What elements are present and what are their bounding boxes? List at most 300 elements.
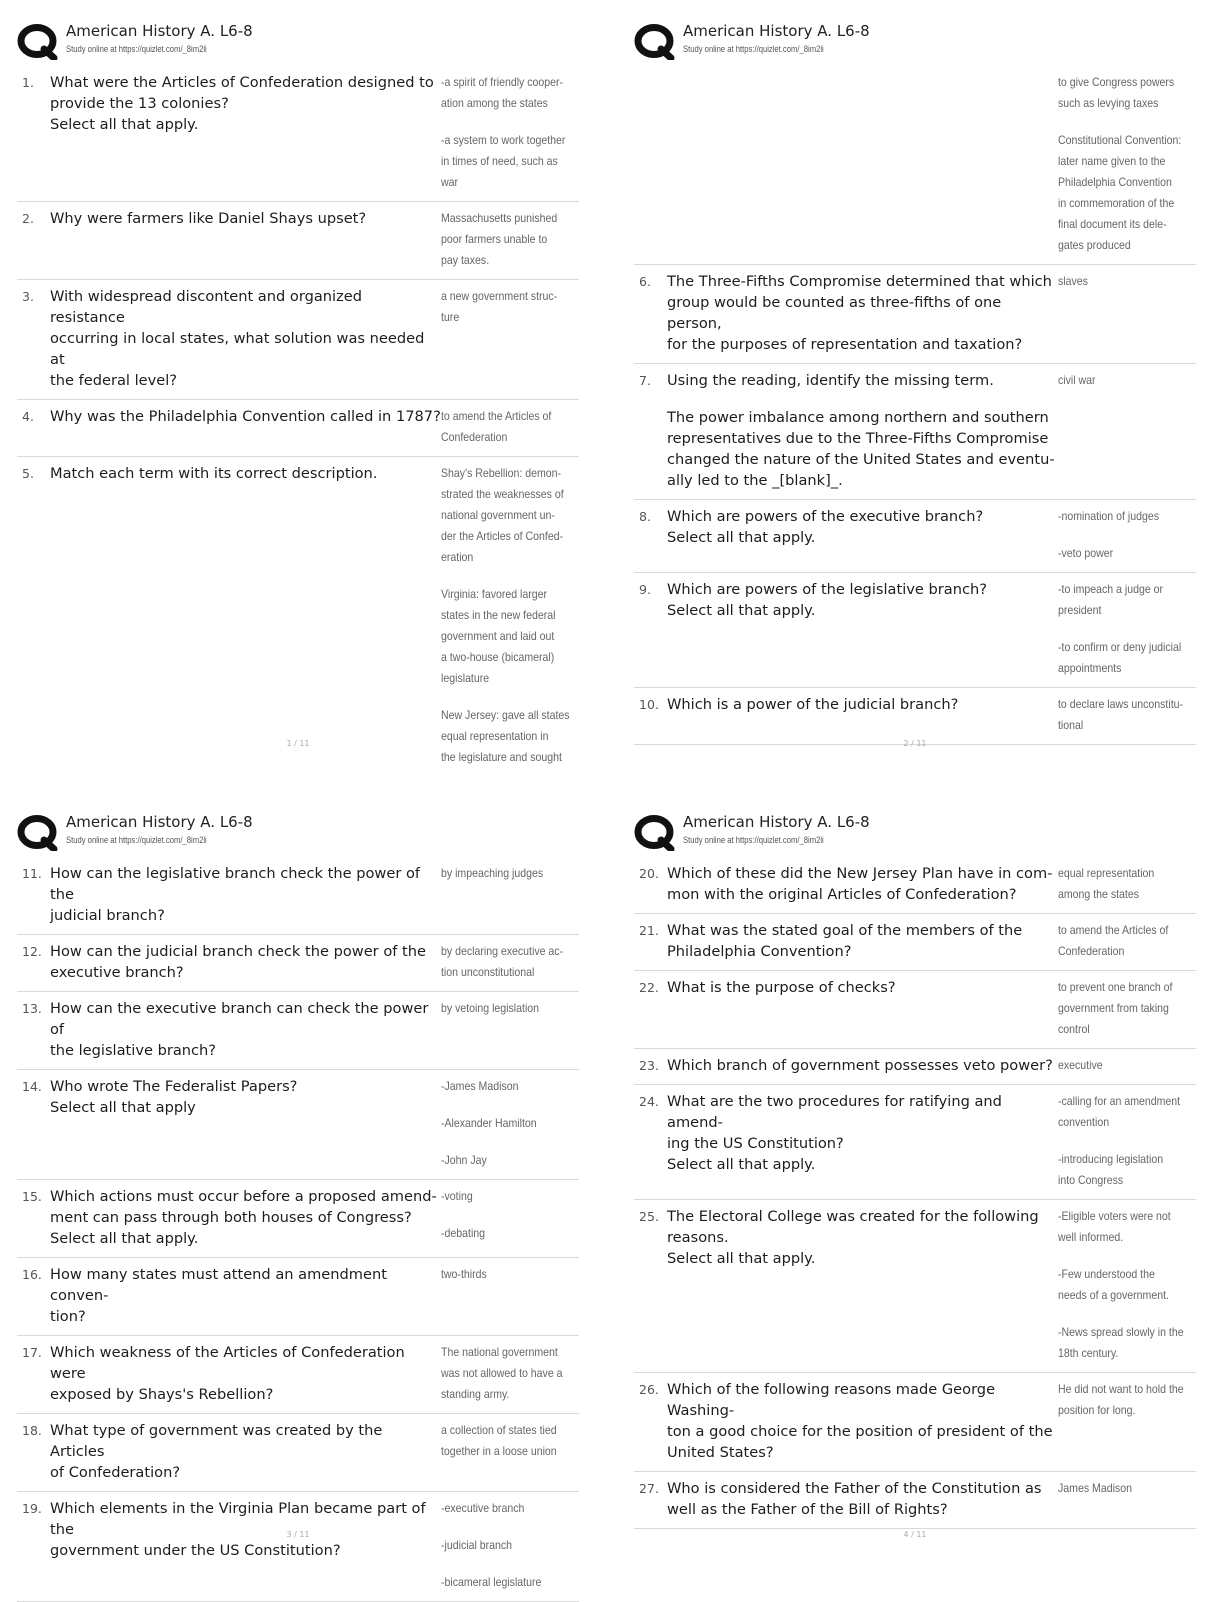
answer-line: a new government struc-: [441, 289, 558, 303]
question-row: [17, 202, 579, 280]
answer-text: [441, 406, 579, 448]
question-number: 1.: [22, 75, 34, 90]
question-line: Select all that apply.: [50, 1230, 199, 1247]
answer-line: tional: [1058, 718, 1084, 732]
answer-line: -introducing legislation: [1058, 1152, 1164, 1166]
question-line: Why were farmers like Daniel Shays upset?: [50, 210, 367, 227]
quizlet-logo-icon: [17, 815, 59, 851]
answer-text: [1058, 72, 1196, 256]
answer-text: [1058, 1091, 1196, 1191]
answer-line: government and laid out: [441, 629, 555, 643]
question-row: [634, 1200, 1196, 1373]
question-line: Which is a power of the judicial branch?: [667, 696, 959, 713]
question-line: How can the judicial branch check the power of the: [50, 943, 426, 960]
question-line: What were the Articles of Confederation designed to: [50, 74, 434, 91]
answer-line: government from taking: [1058, 1001, 1169, 1015]
answer-line: ation among the states: [441, 96, 548, 110]
answer-line: equal representation in: [441, 729, 549, 743]
answer-line: Shay's Rebellion: demon-: [441, 466, 562, 480]
question-row: [634, 857, 1196, 914]
question-line: What type of government was created by the Articles: [50, 1422, 383, 1460]
answer-line: by impeaching judges: [441, 866, 544, 880]
answer-option: [1058, 370, 1179, 391]
answer-option: [441, 72, 562, 114]
answer-line: national government un-: [441, 508, 555, 522]
question-list: [17, 857, 579, 1602]
answer-line: -nomination of judges: [1058, 509, 1159, 523]
answer-option: [1058, 1091, 1179, 1133]
question-line: the federal level?: [50, 372, 178, 389]
answer-line: position for long.: [1058, 1403, 1136, 1417]
quizlet-logo-icon: [634, 815, 676, 851]
answer-line: Massachusetts punished: [441, 211, 558, 225]
question-line: well as the Father of the Bill of Rights?: [667, 1501, 948, 1518]
answer-line: a collection of states tied: [441, 1423, 557, 1437]
answer-line: eration: [441, 550, 474, 564]
answer-line: The national government: [441, 1345, 558, 1359]
answer-text: [441, 208, 579, 271]
page-header: [634, 14, 1196, 66]
question-row: [634, 688, 1196, 745]
answer-line: -Alexander Hamilton: [441, 1116, 537, 1130]
answer-line: later name given to the: [1058, 154, 1166, 168]
question-line: Philadelphia Convention?: [667, 943, 852, 960]
answer-option: [441, 1572, 562, 1593]
question-row: [17, 1492, 579, 1602]
answer-line: needs of a government.: [1058, 1288, 1169, 1302]
question-number: 21.: [639, 923, 659, 938]
question-line: What is the purpose of checks?: [667, 979, 896, 996]
answer-line: -James Madison: [441, 1079, 519, 1093]
question-number: 18.: [22, 1423, 42, 1438]
answer-line: to amend the Articles of: [1058, 923, 1169, 937]
answer-text: [1058, 694, 1196, 736]
question-row: [634, 265, 1196, 364]
question-line: United States?: [667, 1444, 774, 1461]
question-line: What was the stated goal of the members of the: [667, 922, 1023, 939]
answer-text: [441, 463, 579, 768]
question-line: Match each term with its correct description.: [50, 465, 378, 482]
question-text: [50, 1076, 441, 1171]
question-line: mon with the original Articles of Confederation?: [667, 886, 1017, 903]
question-line: provide the 13 colonies?: [50, 95, 229, 112]
answer-line: final document its dele-: [1058, 217, 1167, 231]
answer-text: [1058, 1206, 1196, 1364]
question-number: 19.: [22, 1501, 42, 1516]
study-online-link[interactable]: Study online at https://quizlet.com/_8im2li: [683, 835, 824, 845]
question-text: [50, 1498, 441, 1593]
question-list: [634, 66, 1196, 745]
answer-line: states in the new federal: [441, 608, 556, 622]
answer-option: [1058, 1379, 1184, 1421]
question-number: 27.: [639, 1481, 659, 1496]
set-title: American History A. L6-8: [66, 22, 253, 40]
answer-line: -to impeach a judge or: [1058, 582, 1164, 596]
question-number: 8.: [639, 509, 651, 524]
question-number: 26.: [639, 1382, 659, 1397]
answer-text: [1058, 506, 1196, 564]
question-line: Which of the following reasons made George Washing-: [667, 1381, 996, 1419]
question-line: ton a good choice for the position of president of the: [667, 1423, 1053, 1440]
answer-line: into Congress: [1058, 1173, 1124, 1187]
question-line: occurring in local states, what solution was needed at: [50, 330, 425, 368]
question-line: Which are powers of the executive branch?: [667, 508, 984, 525]
question-line: Select all that apply.: [50, 116, 199, 133]
question-number: 16.: [22, 1267, 42, 1282]
answer-line: by declaring executive ac-: [441, 944, 564, 958]
flashcard-page-3: [17, 805, 579, 1589]
question-number: 9.: [639, 582, 651, 597]
page-header: [634, 805, 1196, 857]
answer-text: [1058, 1478, 1196, 1520]
answer-line: together in a loose union: [441, 1444, 557, 1458]
question-row: [634, 1373, 1196, 1472]
question-line: The Electoral College was created for the following: [667, 1208, 1039, 1225]
answer-option: [1058, 920, 1179, 962]
question-number: 6.: [639, 274, 651, 289]
question-line: ing the US Constitution?: [667, 1135, 844, 1152]
question-line: Which are powers of the legislative branch?: [667, 581, 987, 598]
answer-option: [441, 1076, 562, 1097]
answer-line: poor farmers unable to: [441, 232, 548, 246]
answer-line: control: [1058, 1022, 1090, 1036]
answer-option: [1058, 1322, 1184, 1364]
answer-line: in commemoration of the: [1058, 196, 1175, 210]
answer-line: -Eligible voters were not: [1058, 1209, 1171, 1223]
study-online-link[interactable]: Study online at https://quizlet.com/_8im2li: [683, 44, 824, 54]
answer-line: civil war: [1058, 373, 1096, 387]
answer-line: such as levying taxes: [1058, 96, 1159, 110]
question-line: the legislative branch?: [50, 1042, 217, 1059]
question-text: [667, 1206, 1058, 1364]
answer-line: -judicial branch: [441, 1538, 513, 1552]
question-text: [667, 694, 1058, 736]
answer-line: He did not want to hold the: [1058, 1382, 1184, 1396]
question-line: Who is considered the Father of the Constitution as: [667, 1480, 1042, 1497]
question-number: 5.: [22, 466, 34, 481]
question-text: [50, 286, 441, 391]
quizlet-logo-icon: [17, 24, 59, 60]
question-line: Which elements in the Virginia Plan became part of the: [50, 1500, 426, 1538]
answer-line: slaves: [1058, 274, 1088, 288]
answer-line: to declare laws unconstitu-: [1058, 697, 1184, 711]
answer-option: [441, 1186, 562, 1207]
question-text: [667, 977, 1058, 1040]
question-number: [634, 72, 667, 256]
question-text: [667, 1379, 1058, 1463]
answer-line: equal representation: [1058, 866, 1155, 880]
answer-text: [441, 286, 579, 391]
question-number: 4.: [22, 409, 34, 424]
question-line: judicial branch?: [50, 907, 165, 924]
set-title: American History A. L6-8: [683, 22, 870, 40]
answer-option: [441, 705, 570, 768]
question-line: How can the legislative branch check the power of the: [50, 865, 421, 903]
question-text: [667, 1478, 1058, 1520]
question-row: [17, 1070, 579, 1180]
answer-text: [1058, 579, 1196, 679]
answer-line: Constitutional Convention:: [1058, 133, 1182, 147]
question-row: [17, 992, 579, 1070]
question-line: executive branch?: [50, 964, 184, 981]
question-line: Select all that apply: [50, 1099, 196, 1116]
question-line: Select all that apply.: [667, 1250, 816, 1267]
question-text: [50, 941, 441, 983]
answer-line: -a spirit of friendly cooper-: [441, 75, 564, 89]
study-online-link[interactable]: Study online at https://quizlet.com/_8im2li: [66, 835, 207, 845]
answer-option: [1058, 1264, 1179, 1306]
question-line: Select all that apply.: [667, 602, 816, 619]
answer-option: [441, 998, 562, 1019]
answer-line: pay taxes.: [441, 253, 490, 267]
answer-line: among the states: [1058, 887, 1140, 901]
answer-option: [441, 1498, 562, 1519]
question-row: [634, 971, 1196, 1049]
question-row: [17, 66, 579, 202]
flashcard-page-1: [17, 14, 579, 764]
answer-option: [441, 1150, 562, 1171]
answer-text: [1058, 863, 1196, 905]
question-text: [667, 920, 1058, 962]
answer-option: [1058, 579, 1179, 621]
answer-line: -a system to work together: [441, 133, 566, 147]
question-text: [50, 208, 441, 271]
answer-text: [441, 941, 579, 983]
question-line: With widespread discontent and organized resistance: [50, 288, 362, 326]
question-text: [50, 1342, 441, 1405]
question-row: [17, 1258, 579, 1336]
answer-line: the legislature and sought: [441, 750, 562, 764]
answer-line: gates produced: [1058, 238, 1131, 252]
question-text: [667, 72, 1058, 256]
question-line: How many states must attend an amendment conven-: [50, 1266, 387, 1304]
answer-line: -John Jay: [441, 1153, 487, 1167]
answer-option: [1058, 506, 1179, 527]
page-number: 1 / 11: [286, 739, 310, 748]
question-number: 17.: [22, 1345, 42, 1360]
question-number: 22.: [639, 980, 659, 995]
question-line: Which of these did the New Jersey Plan have in com-: [667, 865, 1053, 882]
question-text: [667, 271, 1058, 355]
flashcard-page-2: [634, 14, 1196, 754]
question-number: 10.: [639, 697, 659, 712]
answer-option: [441, 584, 562, 689]
question-row: [17, 457, 579, 776]
question-text: [50, 463, 441, 768]
answer-line: -executive branch: [441, 1501, 525, 1515]
question-row: [17, 400, 579, 457]
answer-option: [1058, 1149, 1179, 1191]
question-text: [50, 998, 441, 1061]
question-number: 11.: [22, 866, 42, 881]
question-row: [17, 1414, 579, 1492]
answer-text: [441, 1076, 579, 1171]
answer-text: [1058, 1379, 1196, 1463]
answer-option: [441, 1342, 562, 1405]
question-line: ally led to the _[blank]_.: [667, 472, 843, 489]
answer-line: Confederation: [1058, 944, 1125, 958]
answer-option: [441, 406, 562, 448]
answer-option: [1058, 72, 1179, 114]
answer-option: [441, 863, 562, 884]
answer-text: [441, 72, 579, 193]
answer-line: -calling for an amendment: [1058, 1094, 1181, 1108]
question-number: 23.: [639, 1058, 659, 1073]
answer-option: [1058, 694, 1184, 736]
question-line: Using the reading, identify the missing term.: [667, 372, 994, 389]
page-number: 3 / 11: [286, 1530, 310, 1539]
question-number: 20.: [639, 866, 659, 881]
answer-text: [1058, 271, 1196, 355]
question-line: reasons.: [667, 1229, 729, 1246]
answer-line: -veto power: [1058, 546, 1114, 560]
answer-option: [1058, 1478, 1179, 1499]
question-row: [634, 1472, 1196, 1529]
answer-line: -News spread slowly in the: [1058, 1325, 1184, 1339]
set-title: American History A. L6-8: [66, 813, 253, 831]
page-number: 2 / 11: [903, 739, 927, 748]
answer-line: a two-house (bicameral): [441, 650, 555, 664]
answer-option: [441, 130, 566, 193]
answer-option: [441, 208, 562, 271]
question-text: [667, 1055, 1058, 1076]
question-number: 3.: [22, 289, 34, 304]
question-text: [667, 370, 1058, 491]
answer-option: [441, 1223, 562, 1244]
answer-line: by vetoing legislation: [441, 1001, 540, 1015]
answer-line: -Few understood the: [1058, 1267, 1155, 1281]
answer-option: [1058, 1055, 1179, 1076]
page-header: [17, 14, 579, 66]
page-number: 4 / 11: [903, 1530, 927, 1539]
answer-line: New Jersey: gave all states: [441, 708, 570, 722]
answer-text: [441, 863, 579, 926]
answer-line: -bicameral legislature: [441, 1575, 542, 1589]
question-line: of Confederation?: [50, 1464, 181, 1481]
answer-line: Philadelphia Convention: [1058, 175, 1172, 189]
question-row: [17, 280, 579, 400]
question-text: [50, 406, 441, 448]
question-line: Which branch of government possesses veto power?: [667, 1057, 1053, 1074]
question-number: 15.: [22, 1189, 42, 1204]
answer-line: well informed.: [1058, 1230, 1124, 1244]
answer-line: strated the weaknesses of: [441, 487, 564, 501]
question-line: for the purposes of representation and taxation?: [667, 336, 1023, 353]
question-number: 13.: [22, 1001, 42, 1016]
question-line: exposed by Shays's Rebellion?: [50, 1386, 274, 1403]
answer-option: [441, 286, 562, 328]
answer-option: [1058, 637, 1182, 679]
answer-line: tion unconstitutional: [441, 965, 535, 979]
answer-text: [441, 1498, 579, 1593]
question-text: [667, 579, 1058, 679]
question-row: [634, 500, 1196, 573]
question-row: [634, 364, 1196, 500]
answer-text: [1058, 1055, 1196, 1076]
answer-line: executive: [1058, 1058, 1103, 1072]
question-number: 25.: [639, 1209, 659, 1224]
answer-line: to amend the Articles of: [441, 409, 552, 423]
answer-line: -voting: [441, 1189, 473, 1203]
question-row: [17, 935, 579, 992]
question-line: Who wrote The Federalist Papers?: [50, 1078, 298, 1095]
set-title: American History A. L6-8: [683, 813, 870, 831]
answer-option: [1058, 271, 1179, 292]
answer-line: James Madison: [1058, 1481, 1132, 1495]
answer-text: [441, 1420, 579, 1483]
question-number: 2.: [22, 211, 34, 226]
answer-text: [1058, 920, 1196, 962]
answer-text: [1058, 370, 1196, 491]
question-text: [50, 863, 441, 926]
question-text: [667, 506, 1058, 564]
question-line: ment can pass through both houses of Congress?: [50, 1209, 412, 1226]
answer-text: [441, 1186, 579, 1249]
question-row: [17, 1180, 579, 1258]
answer-line: convention: [1058, 1115, 1110, 1129]
answer-line: was not allowed to have a: [441, 1366, 563, 1380]
answer-line: Virginia: favored larger: [441, 587, 548, 601]
question-line: tion?: [50, 1308, 86, 1325]
answer-text: [441, 1342, 579, 1405]
answer-line: two-thirds: [441, 1267, 487, 1281]
question-row: [17, 857, 579, 935]
answer-option: [1058, 130, 1182, 256]
question-text: [667, 863, 1058, 905]
answer-line: president: [1058, 603, 1102, 617]
question-line: Select all that apply.: [667, 529, 816, 546]
question-line: Select all that apply.: [667, 1156, 816, 1173]
answer-line: ture: [441, 310, 460, 324]
study-online-link[interactable]: Study online at https://quizlet.com/_8im2li: [66, 44, 207, 54]
question-line: Which weakness of the Articles of Confederation were: [50, 1344, 405, 1382]
question-line: representatives due to the Three-Fifths Compromise: [667, 430, 1049, 447]
answer-line: legislature: [441, 671, 490, 685]
answer-option: [441, 463, 562, 568]
answer-line: to prevent one branch of: [1058, 980, 1173, 994]
answer-line: 18th century.: [1058, 1346, 1119, 1360]
answer-option: [441, 1264, 562, 1285]
answer-option: [441, 1113, 562, 1134]
question-list: [634, 857, 1196, 1529]
question-row: [634, 573, 1196, 688]
question-row: [634, 914, 1196, 971]
quizlet-logo-icon: [634, 24, 676, 60]
question-line: group would be counted as three-fifths of one person,: [667, 294, 1002, 332]
answer-option: [441, 1420, 562, 1462]
question-number: 7.: [639, 373, 651, 388]
answer-line: to give Congress powers: [1058, 75, 1175, 89]
question-row: [634, 1085, 1196, 1200]
answer-line: in times of need, such as: [441, 154, 558, 168]
question-line: government under the US Constitution?: [50, 1542, 341, 1559]
flashcard-page-4: [634, 805, 1196, 1545]
answer-text: [441, 1264, 579, 1327]
answer-line: -debating: [441, 1226, 486, 1240]
question-line: What are the two procedures for ratifying and amend-: [667, 1093, 1002, 1131]
question-line: How can the executive branch can check the power of: [50, 1000, 429, 1038]
question-row: [17, 1336, 579, 1414]
answer-line: Confederation: [441, 430, 508, 444]
question-text: [50, 1264, 441, 1327]
question-line: Why was the Philadelphia Convention called in 1787?: [50, 408, 441, 425]
answer-text: [441, 998, 579, 1061]
question-line: changed the nature of the United States and eventu-: [667, 451, 1055, 468]
answer-line: war: [441, 175, 459, 189]
question-row: [634, 1049, 1196, 1085]
answer-text: [1058, 977, 1196, 1040]
question-number: 14.: [22, 1079, 42, 1094]
